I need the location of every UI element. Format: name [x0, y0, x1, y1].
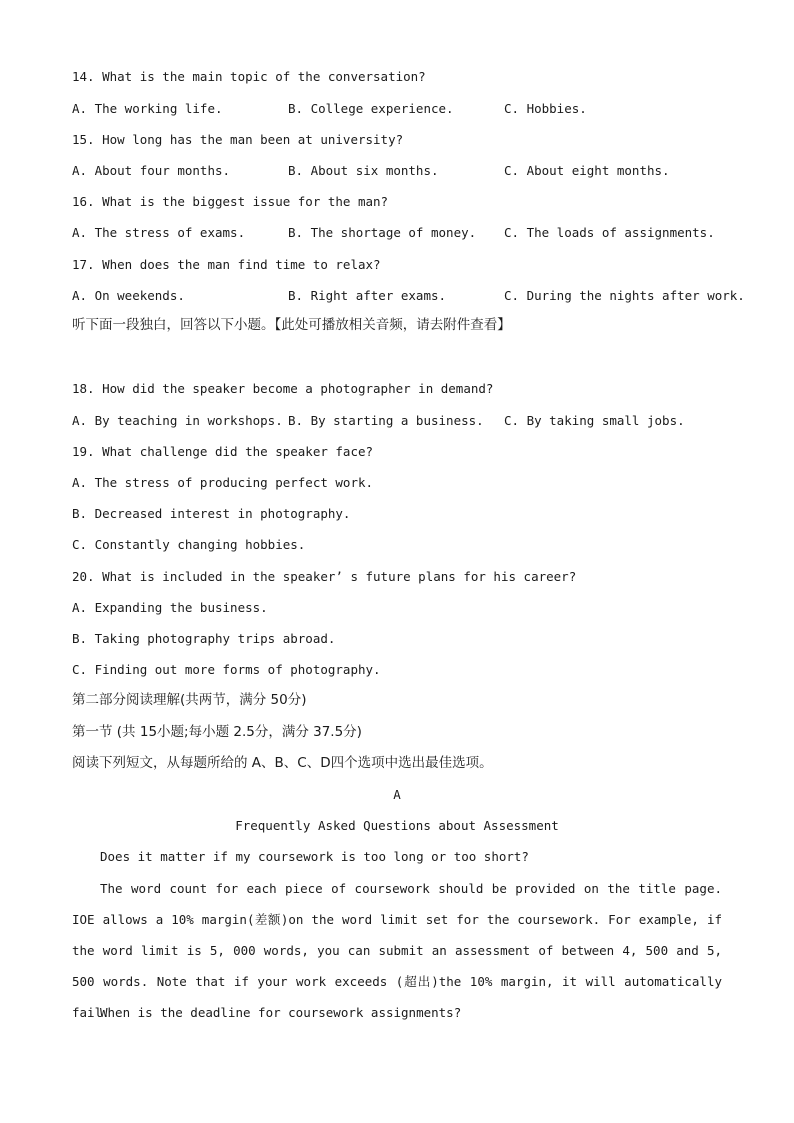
question-18: 18. How did the speaker become a photographer in demand? — [72, 381, 494, 396]
question-20-option-b: B. Taking photography trips abroad. — [72, 631, 336, 646]
question-18-option-b: B. By starting a business. — [288, 413, 484, 428]
question-15: 15. How long has the man been at university? — [72, 132, 404, 147]
question-17-option-b: B. Right after exams. — [288, 288, 447, 303]
question-15-option-a: A. About four months. — [72, 163, 231, 178]
question-17: 17. When does the man find time to relax? — [72, 257, 381, 272]
question-19-option-c: C. Constantly changing hobbies. — [72, 537, 306, 552]
reading-section-title: 第一节 (共 15小题;每小题 2.5分，满分 37.5分) — [72, 724, 362, 740]
passage-label: A — [393, 787, 401, 802]
question-18-option-a: A. By teaching in workshops. — [72, 413, 283, 428]
question-16-option-c: C. The loads of assignments. — [504, 225, 715, 240]
passage-title: Frequently Asked Questions about Assessment — [235, 818, 559, 833]
faq-answer-1: The word count for each piece of coursework should be provided on the title page. IOE allows a 10% margin(差额)on the word limit set for the coursework. For example, if the word limit is 5, 000 words, you can submit an assessment of between 4, 500 and 5, 500 words. Note that if your work exceeds (超出)the 10% margin, it will automatically fail. — [72, 881, 722, 1020]
faq-question-2: When is the deadline for coursework assignments? — [100, 1005, 462, 1020]
question-14-option-a: A. The working life. — [72, 101, 223, 116]
question-18-option-c: C. By taking small jobs. — [504, 413, 685, 428]
question-14-option-b: B. College experience. — [288, 101, 454, 116]
question-19: 19. What challenge did the speaker face? — [72, 444, 374, 459]
question-20-option-a: A. Expanding the business. — [72, 600, 268, 615]
question-16: 16. What is the biggest issue for the man? — [72, 194, 389, 209]
question-15-option-c: C. About eight months. — [504, 163, 670, 178]
question-15-option-b: B. About six months. — [288, 163, 439, 178]
question-16-option-a: A. The stress of exams. — [72, 225, 246, 240]
question-20: 20. What is included in the speaker’ s future plans for his career? — [72, 569, 577, 584]
question-14: 14. What is the main topic of the conversation? — [72, 69, 426, 84]
reading-instruction: 阅读下列短文，从每题所给的 A、B、C、D四个选项中选出最佳选项。 — [72, 755, 493, 771]
question-17-option-c: C. During the nights after work. — [504, 288, 745, 303]
monologue-instruction: 听下面一段独白，回答以下小题。【此处可播放相关音频，请去附件查看】 — [72, 317, 511, 333]
reading-part-title: 第二部分阅读理解(共两节，满分 50分) — [72, 692, 307, 708]
question-19-option-a: A. The stress of producing perfect work. — [72, 475, 374, 490]
question-19-option-b: B. Decreased interest in photography. — [72, 506, 351, 521]
question-14-option-c: C. Hobbies. — [504, 101, 587, 116]
question-20-option-c: C. Finding out more forms of photography. — [72, 662, 381, 677]
faq-question-1: Does it matter if my coursework is too long or too short? — [100, 849, 529, 864]
question-16-option-b: B. The shortage of money. — [288, 225, 477, 240]
question-17-option-a: A. On weekends. — [72, 288, 185, 303]
